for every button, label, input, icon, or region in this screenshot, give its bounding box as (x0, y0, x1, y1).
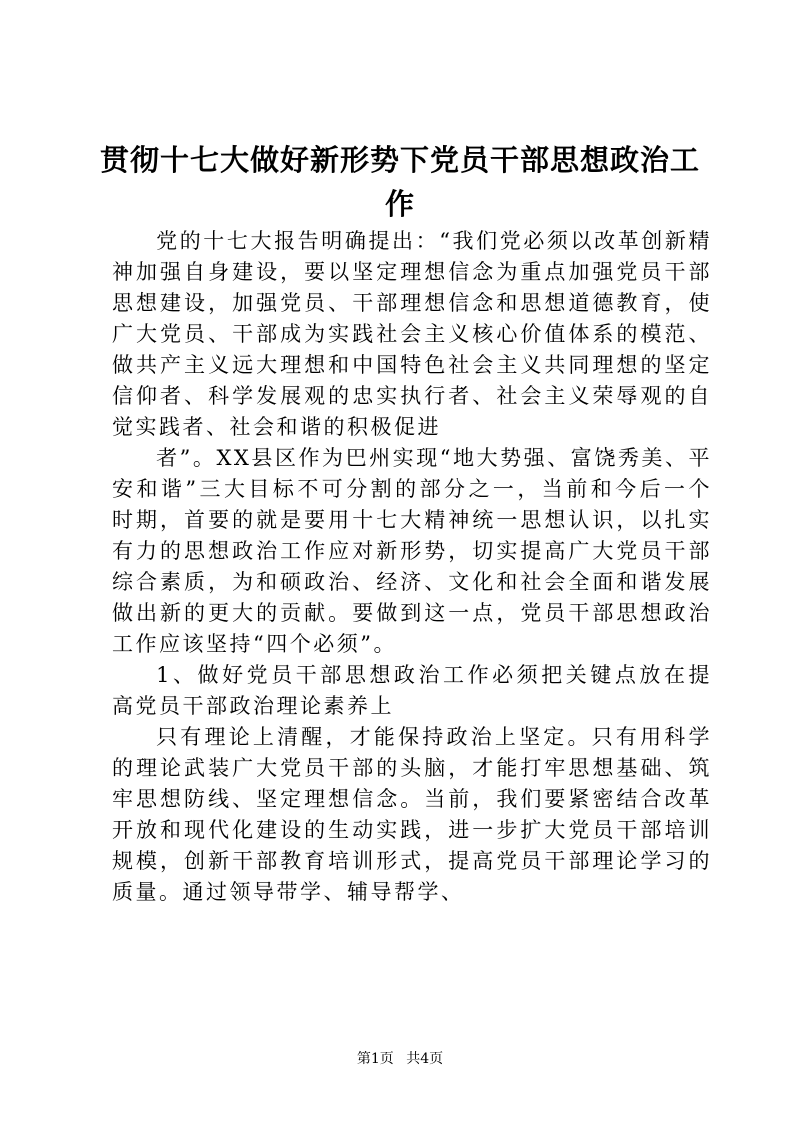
paragraph: 只有理论上清醒，才能保持政治上坚定。只有用科学的理论武装广大党员干部的头脑，才能打牢思想基础、筑牢思想防线、坚定理想信念。当前，我们要紧密结合改革开放和现代化建设的生动实践，进一步扩大党员干部培训规模，创新干部教育培训形式，提高党员干部理论学习的质量。通过领导带学、辅导帮学、 (112, 725, 712, 904)
page-number: 第1页 (356, 1051, 394, 1067)
total-pages: 共4页 (406, 1051, 444, 1067)
section-heading: 1、做好党员干部思想政治工作必须把关键点放在提高党员干部政治理论素养上 (112, 663, 712, 718)
document-body (112, 226, 712, 908)
document-title: 贯彻十七大做好新形势下党员干部思想政治工作 (100, 143, 701, 221)
page-footer (0, 1049, 800, 1069)
paragraph: 党的十七大报告明确提出：“我们党必须以改革创新精神加强自身建设，要以坚定理想信念为重点加强党员干部思想建设，加强党员、干部理想信念和思想道德教育，使广大党员、干部成为实践社会主义核心价值体系的模范、做共产主义远大理想和中国特色社会主义共同理想的坚定信仰者、科学发展观的忠实执行者、社会主义荣辱观的自觉实践者、社会和谐的积极促进 (112, 229, 712, 439)
paragraph: 者”。XX县区作为巴州实现“地大势强、富饶秀美、平安和谐”三大目标不可分割的部分之一，当前和今后一个时期，首要的就是要用十七大精神统一思想认识，以扎实有力的思想政治工作应对新形势，切实提高广大党员干部综合素质，为和硕政治、经济、文化和社会全面和谐发展做出新的更大的贡献。要做到这一点，党员干部思想政治工作应该坚持“四个必须”。 (112, 446, 712, 656)
